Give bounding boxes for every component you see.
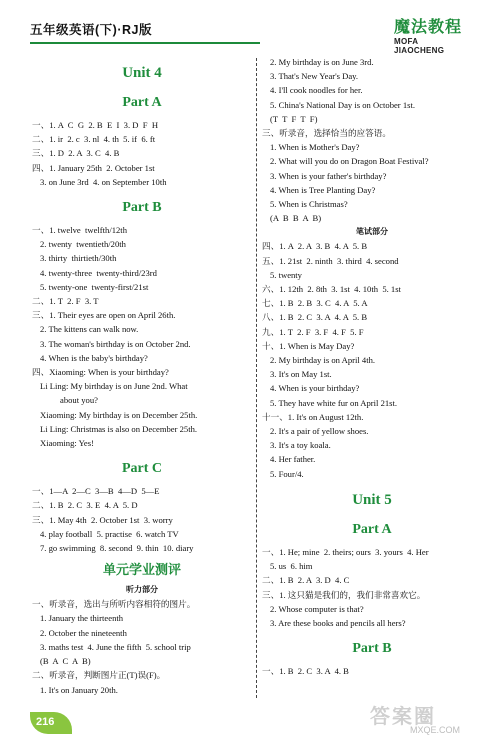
watermark-sub: MXQE.COM — [410, 725, 461, 735]
answer-line: 2. What will you do on Dragon Boat Festival? — [270, 156, 429, 167]
answer-line: (A B B A B) — [270, 213, 322, 224]
answer-line: 7. go swimming 8. second 9. thin 10. diary — [40, 543, 194, 554]
answer-line: 六、1. 12th 2. 8th 3. 1st 4. 10th 5. 1st — [262, 284, 401, 295]
part-a-answers — [32, 118, 252, 189]
answer-line: 二、1. ir 2. c 3. nl 4. th 5. if 6. ft — [32, 134, 156, 145]
answer-line: 3. The woman's birthday is on October 2nd. — [40, 338, 191, 349]
answer-line: 5. twenty — [270, 269, 302, 280]
answer-line: 4. twenty-three twenty-third/23rd — [40, 267, 157, 278]
answer-line: 二、听录音，判断图片正(T)误(F)。 — [32, 670, 166, 681]
answer-line: 2. The kittens can walk now. — [40, 324, 139, 335]
answer-line: 4. When is Tree Planting Day? — [270, 184, 376, 195]
answer-line: 2. October the nineteenth — [40, 627, 127, 638]
unit-test-heading: 单元学业测评 — [102, 562, 181, 578]
unit-5-heading: Unit 5 — [352, 491, 392, 508]
answer-line: 5. When is Christmas? — [270, 199, 348, 210]
page-number: 216 — [36, 716, 55, 728]
answer-line: 四、1. A 2. A 3. B 4. A 5. B — [262, 241, 368, 252]
answer-line: 4. When is your birthday? — [270, 383, 360, 394]
part-c-heading: Part C — [121, 461, 163, 477]
answer-line: 2. My birthday is on June 3rd. — [270, 57, 374, 67]
brand-logo — [394, 14, 470, 55]
answer-line: 三、1. 这只猫是我们的，我们非常喜欢它。 — [262, 589, 426, 600]
answer-line: 二、1. T 2. F 3. T — [32, 296, 99, 307]
answer-line: 3. maths test 4. June the fifth 5. school trip — [40, 641, 191, 652]
answer-line: Xiaoming: Yes! — [40, 438, 94, 449]
answer-line: 5. us 6. him — [270, 561, 313, 572]
right-column — [262, 55, 482, 678]
page-number-badge — [30, 712, 70, 734]
unit5-part-a-heading: Part A — [352, 521, 392, 537]
answer-line: (T T F T F) — [270, 113, 318, 124]
answer-line: (B A C A B) — [40, 656, 91, 667]
part-a-heading: Part A — [122, 95, 162, 110]
answer-line: 一、听录音，选出与所听内容相符的图片。 — [32, 599, 196, 610]
answer-line: 4. play football 5. practise 6. watch TV — [40, 528, 179, 539]
answer-line: Li Ling: Christmas is also on December 25th. — [40, 423, 198, 434]
answer-line: 2. My birthday is on April 4th. — [270, 355, 376, 366]
answer-line: Xiaoming: My birthday is on December 25th. — [40, 409, 198, 420]
answer-line: 三、听录音，选择恰当的应答语。 — [262, 128, 391, 139]
unit5-part-b-answers — [262, 664, 482, 678]
answer-line: 3. on June 3rd 4. on September 10th — [40, 176, 167, 187]
answer-line: 5. Four/4. — [270, 468, 304, 479]
unit5-part-b-heading: Part B — [352, 641, 392, 657]
written-answers — [262, 239, 482, 480]
answer-line: 2. Whose computer is that? — [270, 603, 364, 614]
answer-line: 3. Are these books and pencils all hers? — [270, 617, 406, 628]
answer-line: 一、1. A C G 2. B E I 3. D F H — [32, 120, 159, 130]
answer-line: 4. I'll cook noodles for her. — [270, 85, 363, 96]
answer-line: 3. thirty thirtieth/30th — [40, 253, 117, 264]
answer-line: 4. Her father. — [270, 454, 316, 465]
column-divider — [256, 58, 257, 698]
answer-line: 5. China's National Day is on October 1st. — [270, 99, 415, 110]
answer-line: 八、1. B 2. C 3. A 4. A 5. B — [262, 312, 368, 323]
answer-line: 3. It's on May 1st. — [270, 369, 332, 380]
part-b-heading: Part B — [122, 200, 162, 216]
answer-line: 二、1. B 2. A 3. D 4. C — [262, 575, 350, 586]
answer-line: 2. twenty twentieth/20th — [40, 239, 126, 250]
header-left-text: 五年级英语(下)·RJ版 — [30, 23, 152, 37]
answer-line: 二、1. B 2. C 3. E 4. A 5. D — [32, 500, 138, 511]
answer-line: 3. That's New Year's Day. — [270, 71, 359, 82]
answer-line: 3. It's a toy koala. — [270, 440, 331, 451]
left-column — [32, 58, 252, 697]
part-c-answers — [32, 484, 252, 555]
answer-line: 5. They have white fur on April 21st. — [270, 397, 398, 408]
answer-line: 三、1. D 2. A 3. C 4. B — [32, 148, 120, 159]
listening-answers-cont — [262, 55, 482, 225]
listening-heading: 听力部分 — [126, 585, 158, 595]
test-answers — [32, 597, 252, 696]
unit5-part-a-answers — [262, 545, 482, 630]
answer-line: 一、1. twelve twelfth/12th — [32, 225, 127, 236]
answer-line: 三、1. May 4th 2. October 1st 3. worry — [32, 514, 173, 525]
unit-4-heading: Unit 4 — [122, 65, 162, 81]
brand-subtitle: MOFA JIAOCHENG — [394, 37, 445, 55]
answer-line: 5. twenty-one twenty-first/21st — [40, 281, 149, 292]
answer-line: 四、Xiaoming: When is your birthday? — [32, 367, 169, 378]
header-rule — [30, 42, 260, 44]
answer-line: 1. It's on January 20th. — [40, 684, 118, 695]
answer-line: 一、1—A 2—C 3—B 4—D 5—E — [32, 486, 160, 497]
answer-line: Li Ling: My birthday is on June 2nd. What — [40, 381, 188, 392]
answer-line: 3. When is your father's birthday? — [270, 170, 387, 181]
watermark-main: 答案圈 — [370, 706, 436, 728]
brand-title: 魔法教程 — [394, 19, 463, 36]
answer-line: 十、1. When is May Day? — [262, 340, 355, 351]
answer-line: 五、1. 21st 2. ninth 3. third 4. second — [262, 255, 399, 266]
answer-line: 一、1. He; mine 2. theirs; ours 3. yours 4. Her — [262, 546, 429, 557]
watermark — [370, 700, 490, 736]
answer-line: 1. January the thirteenth — [40, 613, 124, 624]
written-heading: 笔试部分 — [356, 227, 388, 237]
answer-line: 4. When is the baby's birthday? — [40, 352, 148, 363]
part-b-answers — [32, 223, 252, 450]
answer-line: 三、1. Their eyes are open on April 26th. — [32, 310, 176, 321]
answer-line: 2. It's a pair of yellow shoes. — [270, 426, 369, 437]
answer-line: 四、1. January 25th 2. October 1st — [32, 162, 155, 173]
answer-line: 1. When is Mother's Day? — [270, 142, 360, 153]
answer-line: 九、1. T 2. F 3. F 4. F 5. F — [262, 326, 364, 337]
answer-line: 七、1. B 2. B 3. C 4. A 5. A — [262, 298, 368, 309]
answer-line: about you? — [60, 395, 98, 406]
answer-line: 一、1. B 2. C 3. A 4. B — [262, 666, 349, 677]
answer-line: 十一、1. It's on August 12th. — [262, 411, 364, 422]
